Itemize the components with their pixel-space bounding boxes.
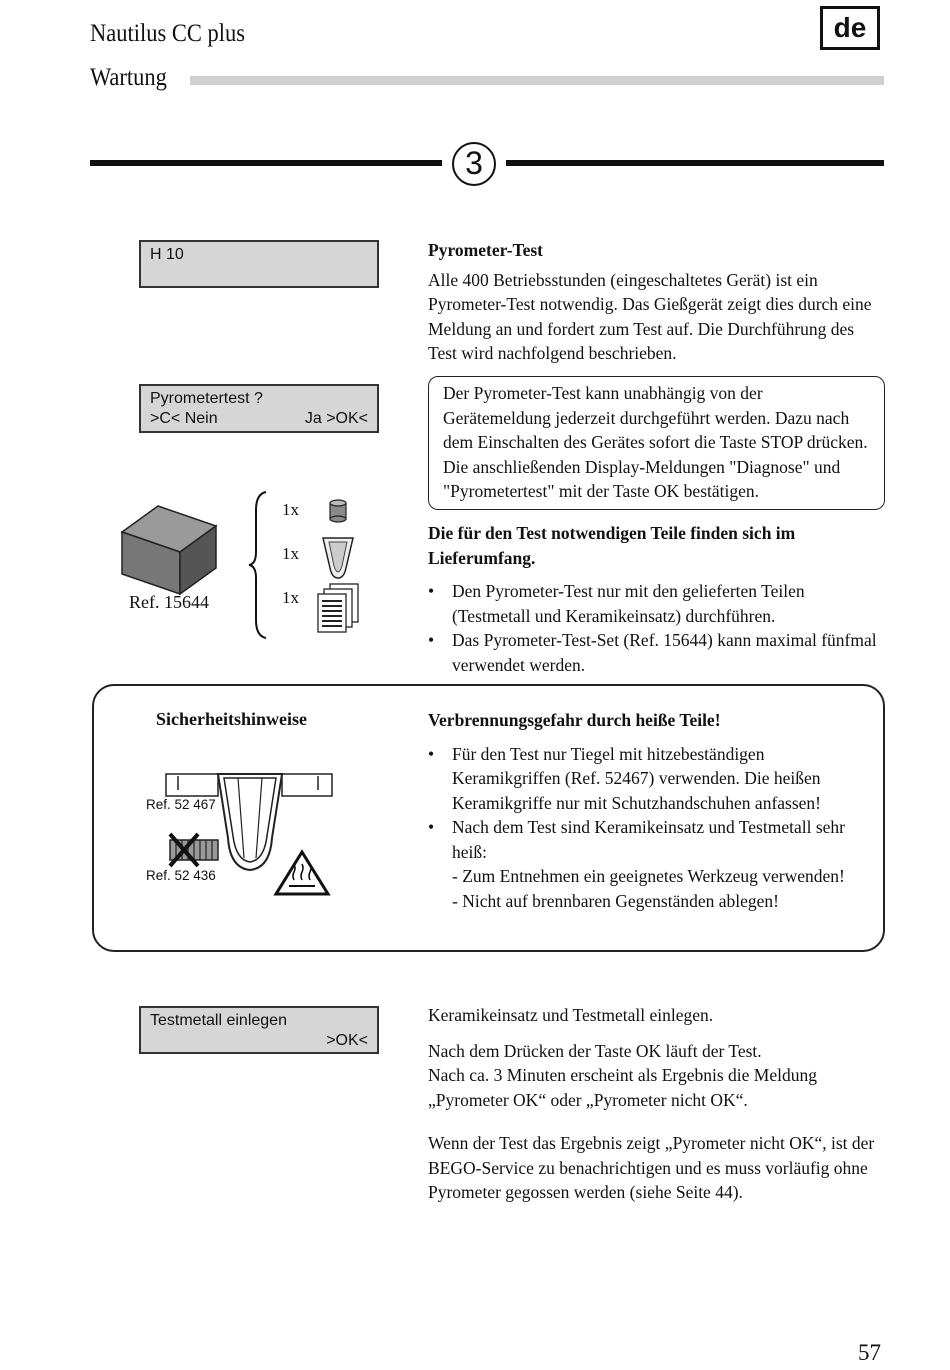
info-note-text: Der Pyrometer-Test kann unabhängig von der Gerätemeldung jederzeit durchgeführt werden. Dazu nach dem Einschalten des Gerätes sofort die Taste STOP drücken. Die anschließenden Display-Meldungen "Diagnose" und "Pyrometertest" mit der Taste OK bestätigen. <box>443 383 868 501</box>
lcd-display-insert-metal <box>139 1006 379 1054</box>
safety-sub-line: - Nicht auf brennbaren Gegenständen ablegen! <box>452 890 780 911</box>
quantity-label: 1x <box>282 500 299 519</box>
document-title: Nautilus CC plus <box>90 20 246 47</box>
test-set-box-icon <box>118 500 222 595</box>
pyrometer-test-heading: Pyrometer-Test <box>428 240 543 260</box>
burn-warning-heading: Verbrennungsgefahr durch heiße Teile! <box>428 710 721 730</box>
instruction-sheets-icon <box>316 582 360 634</box>
insert-instructions-section <box>428 1003 878 1205</box>
safety-sub-line: - Zum Entnehmen ein geeignetes Werkzeug verwenden! <box>452 866 845 886</box>
page-number: 57 <box>858 1340 881 1365</box>
ref-allowed-handles: Ref. 52 467 <box>146 797 216 812</box>
ceramic-insert-icon <box>320 534 356 580</box>
step-divider-left <box>90 160 442 166</box>
pyrometer-test-body: Alle 400 Betriebsstunden (eingeschaltetes Gerät) ist ein Pyrometer-Test notwendig. Das Gießgerät zeigt dies durch eine Meldung an und fordert zum Test auf. Die Durchführung des Test wird nachfolgend beschrieben. <box>428 269 872 363</box>
lcd-display-pyrometer-prompt <box>139 384 379 433</box>
test-metal-cylinder-icon <box>326 498 350 524</box>
lcd-line: Pyrometertest ? <box>150 390 263 407</box>
test-set-ref: Ref. 15644 <box>129 592 209 612</box>
language-badge: de <box>820 6 880 50</box>
info-note-box <box>428 376 885 510</box>
instruction-paragraph: Nach dem Drücken der Taste OK läuft der Test. <box>428 1040 762 1061</box>
list-item: • Den Pyrometer-Test nur mit den gelieferten Teilen (Testmetall und Keramikeinsatz) durchführen. <box>428 579 883 628</box>
safety-warning-section <box>428 708 873 913</box>
ref-forbidden-handles: Ref. 52 436 <box>146 868 216 883</box>
instruction-paragraph: Keramikeinsatz und Testmetall einlegen. <box>428 1005 714 1025</box>
quantity-label: 1x <box>282 588 299 607</box>
step-divider-right <box>506 160 884 166</box>
lcd-option-yes: Ja >OK< <box>304 410 368 427</box>
lcd-line: Testmetall einlegen <box>150 1012 287 1029</box>
instruction-paragraph: Wenn der Test das Ergebnis zeigt „Pyrometer nicht OK“, ist der BEGO-Service zu benachrichtigen und es muss vorläufig ohne Pyrometer gegossen werden (siehe Seite 44). <box>428 1133 875 1202</box>
brace-icon <box>246 490 270 640</box>
header-bar <box>190 76 884 85</box>
section-title: Wartung <box>90 64 167 91</box>
step-number-badge: 3 <box>452 142 496 186</box>
lcd-display-h10 <box>139 240 379 288</box>
safety-bullet-list <box>428 742 873 865</box>
parts-heading: Die für den Test notwendigen Teile finden sich im Lieferumfang. <box>428 523 796 568</box>
quantity-label: 1x <box>282 544 299 563</box>
pyrometer-test-section <box>428 238 878 366</box>
lcd-line: H 10 <box>150 246 184 263</box>
instruction-paragraph: Nach ca. 3 Minuten erscheint als Ergebnis die Meldung „Pyrometer OK“ oder „Pyrometer nicht OK“. <box>428 1065 817 1110</box>
list-item: • Für den Test nur Tiegel mit hitzebeständigen Keramikgriffen (Ref. 52467) verwenden. Die heißen Keramikgriffe nur mit Schutzhandschuhen anfassen! <box>428 742 873 816</box>
lcd-option-no: >C< Nein <box>150 410 218 427</box>
parts-bullet-list <box>428 579 883 677</box>
list-item: • Das Pyrometer-Test-Set (Ref. 15644) kann maximal fünfmal verwendet werden. <box>428 628 883 677</box>
lcd-line: >OK< <box>326 1032 368 1049</box>
safety-heading: Sicherheitshinweise <box>156 709 307 729</box>
list-item: • Nach dem Test sind Keramikeinsatz und Testmetall sehr heiß: <box>428 815 873 864</box>
parts-section <box>428 521 883 677</box>
